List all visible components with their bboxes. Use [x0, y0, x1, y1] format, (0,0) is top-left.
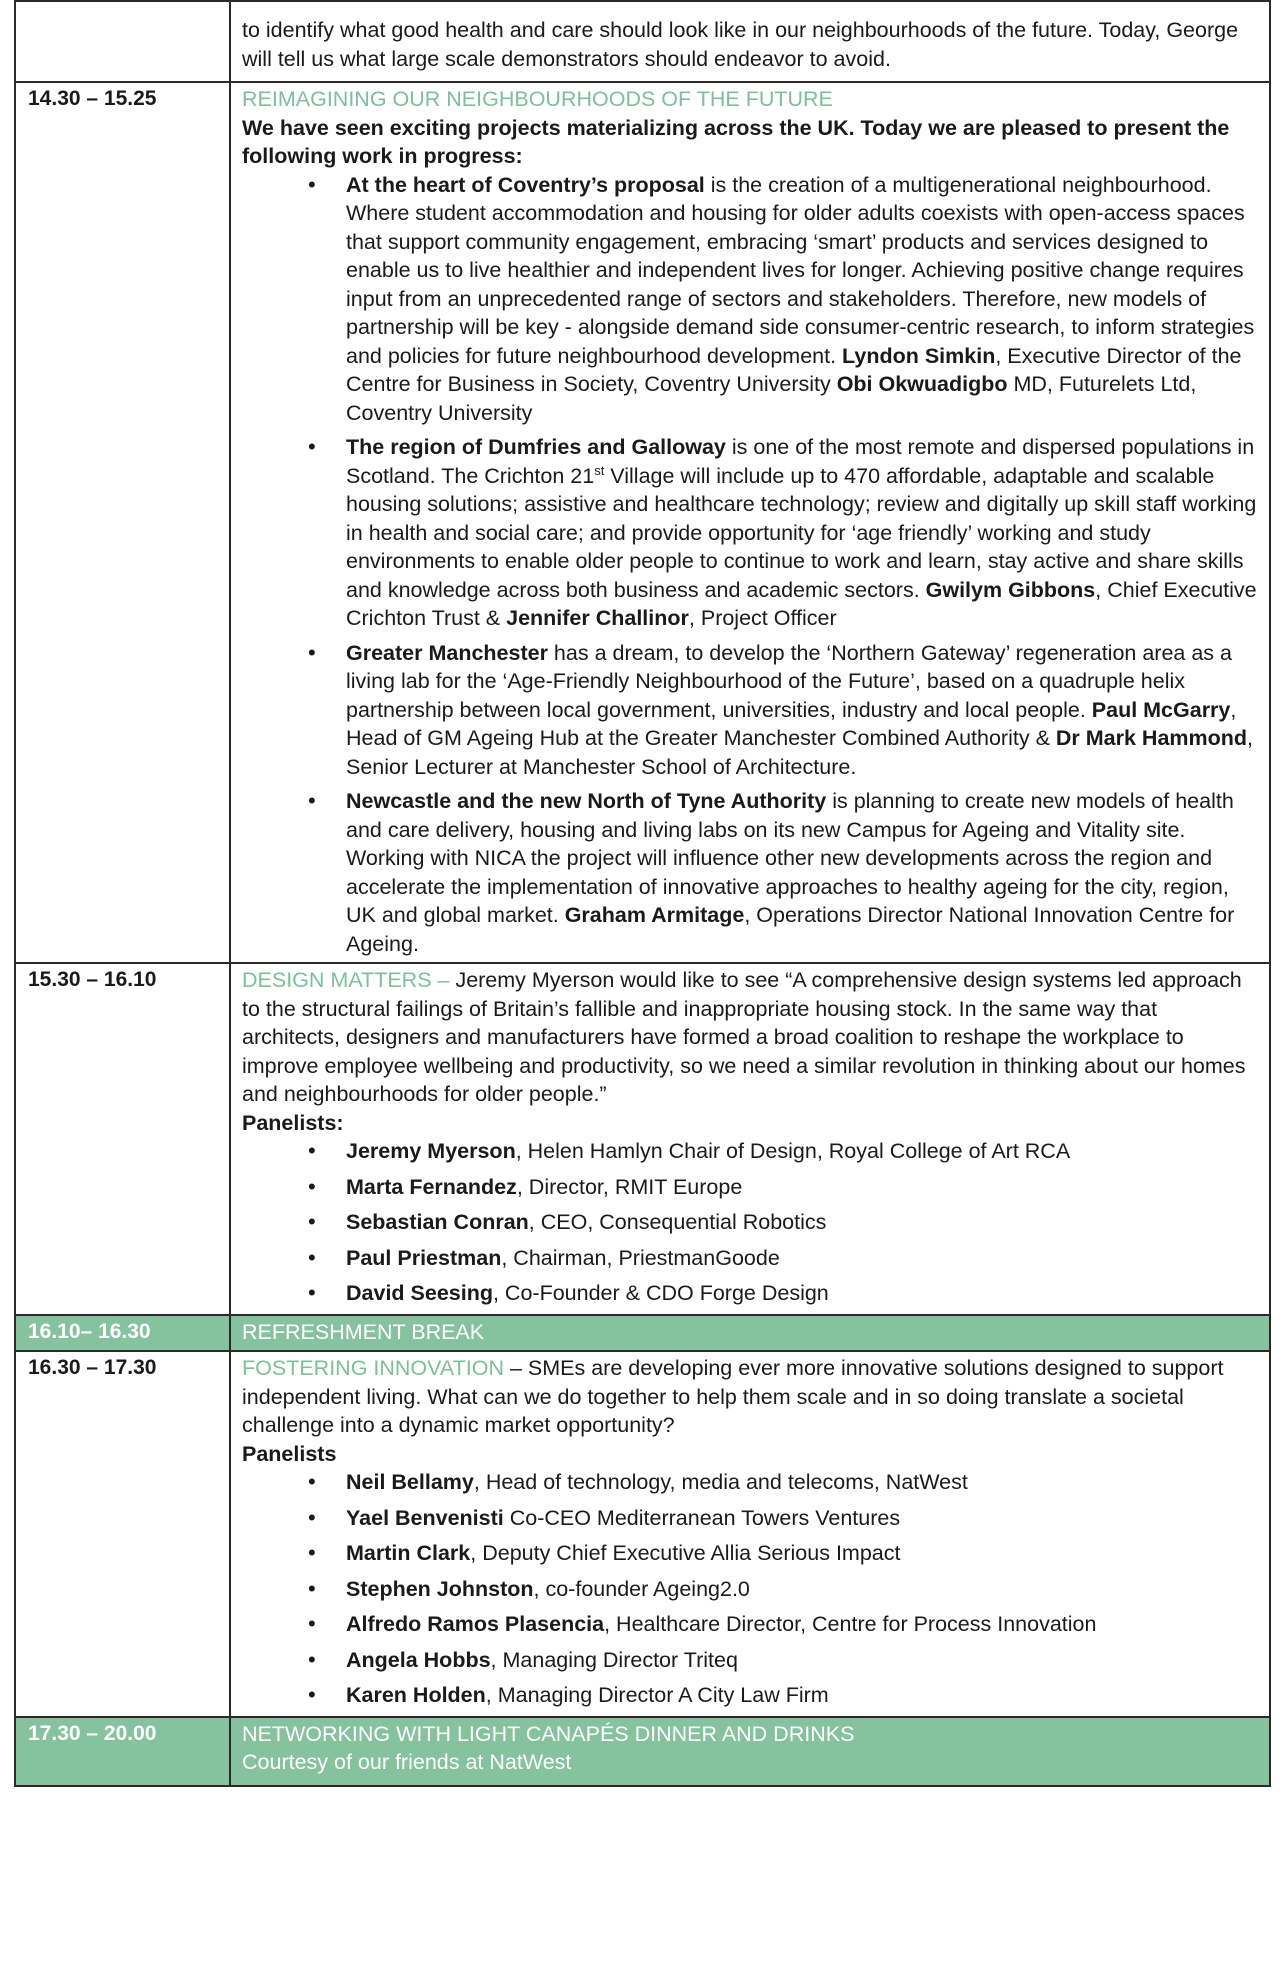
agenda-row-design-matters	[15, 963, 1270, 1315]
agenda-row-reimagining	[15, 82, 1270, 963]
session-time: 16.10– 16.30	[28, 1319, 151, 1343]
project-list	[242, 171, 1259, 959]
time-cell	[15, 82, 230, 963]
session-cell	[230, 1717, 1270, 1786]
session-cell	[230, 82, 1270, 963]
session-cell	[230, 963, 1270, 1315]
list-item: • Martin Clark, Deputy Chief Executive Allia Serious Impact	[346, 1539, 1259, 1568]
list-item: • Paul Priestman, Chairman, PriestmanGoode	[346, 1244, 1259, 1273]
agenda-row-networking	[15, 1717, 1270, 1786]
list-item: • Yael Benvenisti Co-CEO Mediterranean Towers Ventures	[346, 1504, 1259, 1533]
panelist-list	[242, 1137, 1259, 1308]
session-time: 17.30 – 20.00	[28, 1721, 157, 1745]
session-description: – SMEs are developing ever more innovative solutions designed to support independent living. What can we do together to help them scale and in so doing translate a societal challenge into a dynamic market opportunity?	[242, 1356, 1224, 1437]
list-item: • Jeremy Myerson, Helen Hamlyn Chair of Design, Royal College of Art RCA	[346, 1137, 1259, 1166]
agenda-row-break	[15, 1315, 1270, 1352]
list-item: • Neil Bellamy, Head of technology, media and telecoms, NatWest	[346, 1468, 1259, 1497]
session-heading: DESIGN MATTERS –	[242, 968, 456, 992]
session-subtitle: Courtesy of our friends at NatWest	[242, 1750, 572, 1774]
agenda-row-continuation	[15, 1, 1270, 82]
list-item: • Greater Manchester has a dream, to develop the ‘Northern Gateway’ regeneration area as a living lab for the ‘Age-Friendly Neighbourhood of the Future’, based on a quadruple helix partnership between local government, universities, industry and local people. Paul McGarry, Head of GM Ageing Hub at the Greater Manchester Combined Authority & Dr Mark Hammond, Senior Lecturer at Manchester School of Architecture.	[346, 639, 1259, 782]
session-intro: We have seen exciting projects materializing across the UK. Today we are pleased to present the following work in progress:	[242, 115, 1230, 168]
session-description: Jeremy Myerson would like to see “A comprehensive design systems led approach to the structural failings of Britain’s fallible and inappropriate housing stock. In the same way that architects, designers and manufacturers have formed a broad coalition to reshape the workplace to improve employee wellbeing and productivity, so we need a similar revolution in thinking about our homes and neighbourhoods for older people.”	[242, 968, 1246, 1106]
list-item: • Karen Holden, Managing Director A City Law Firm	[346, 1681, 1259, 1710]
list-item: • Alfredo Ramos Plasencia, Healthcare Director, Centre for Process Innovation	[346, 1610, 1259, 1639]
list-item: • Newcastle and the new North of Tyne Authority is planning to create new models of health and care delivery, housing and living labs on its new Campus for Ageing and Vitality site. Working with NICA the project will influence other new developments across the region and accelerate the implementation of innovative approaches to healthy ageing for the city, region, UK and global market. Graham Armitage, Operations Director National Innovation Centre for Ageing.	[346, 787, 1259, 958]
session-time: 15.30 – 16.10	[28, 968, 157, 991]
session-cell	[230, 1, 1270, 82]
panelist-list	[242, 1468, 1259, 1710]
time-cell	[15, 1315, 230, 1352]
agenda-row-fostering-innovation	[15, 1351, 1270, 1717]
list-item: • Angela Hobbs, Managing Director Triteq	[346, 1646, 1259, 1675]
list-item: • Stephen Johnston, co-founder Ageing2.0	[346, 1575, 1259, 1604]
session-time: 14.30 – 15.25	[28, 87, 157, 110]
session-heading: REIMAGINING OUR NEIGHBOURHOODS OF THE FUTURE	[242, 87, 833, 111]
list-item: • Sebastian Conran, CEO, Consequential Robotics	[346, 1208, 1259, 1237]
session-cell	[230, 1351, 1270, 1717]
session-heading: REFRESHMENT BREAK	[242, 1319, 485, 1344]
list-item: • David Seesing, Co-Founder & CDO Forge Design	[346, 1279, 1259, 1308]
time-cell	[15, 1, 230, 82]
time-cell	[15, 1717, 230, 1786]
session-time: 16.30 – 17.30	[28, 1356, 157, 1379]
panelists-label: Panelists:	[242, 1110, 344, 1135]
agenda-table	[14, 0, 1271, 1787]
session-heading: FOSTERING INNOVATION	[242, 1356, 504, 1380]
list-item: • The region of Dumfries and Galloway is one of the most remote and dispersed populations in Scotland. The Crichton 21st Village will include up to 470 affordable, adaptable and scalable housing solutions; assistive and healthcare technology; review and digitally up skill staff working in health and social care; and provide opportunity for ‘age friendly’ working and study environments to enable older people to continue to work and learn, stay active and share skills and knowledge across both business and academic sectors. Gwilym Gibbons, Chief Executive Crichton Trust & Jennifer Challinor, Project Officer	[346, 433, 1259, 633]
panelists-label: Panelists	[242, 1441, 337, 1466]
time-cell	[15, 963, 230, 1315]
session-heading: NETWORKING WITH LIGHT CANAPÉS DINNER AND DRINKS	[242, 1721, 855, 1746]
list-item: • Marta Fernandez, Director, RMIT Europe	[346, 1173, 1259, 1202]
time-cell	[15, 1351, 230, 1717]
list-item: • At the heart of Coventry’s proposal is the creation of a multigenerational neighbourhood. Where student accommodation and housing for older adults coexists with open-access spaces that support community engagement, embracing ‘smart’ products and services designed to enable us to live healthier and independent lives for longer. Achieving positive change requires input from an unprecedented range of sectors and stakeholders. Therefore, new models of partnership will be key - alongside demand side consumer-centric research, to inform strategies and policies for future neighbourhood development. Lyndon Simkin, Executive Director of the Centre for Business in Society, Coventry University Obi Okwuadigbo MD, Futurelets Ltd, Coventry University	[346, 171, 1259, 428]
session-cell	[230, 1315, 1270, 1352]
continuation-text: to identify what good health and care should look like in our neighbourhoods of the future. Today, George will tell us what large scale demonstrators should endeavor to avoid.	[242, 18, 1239, 71]
